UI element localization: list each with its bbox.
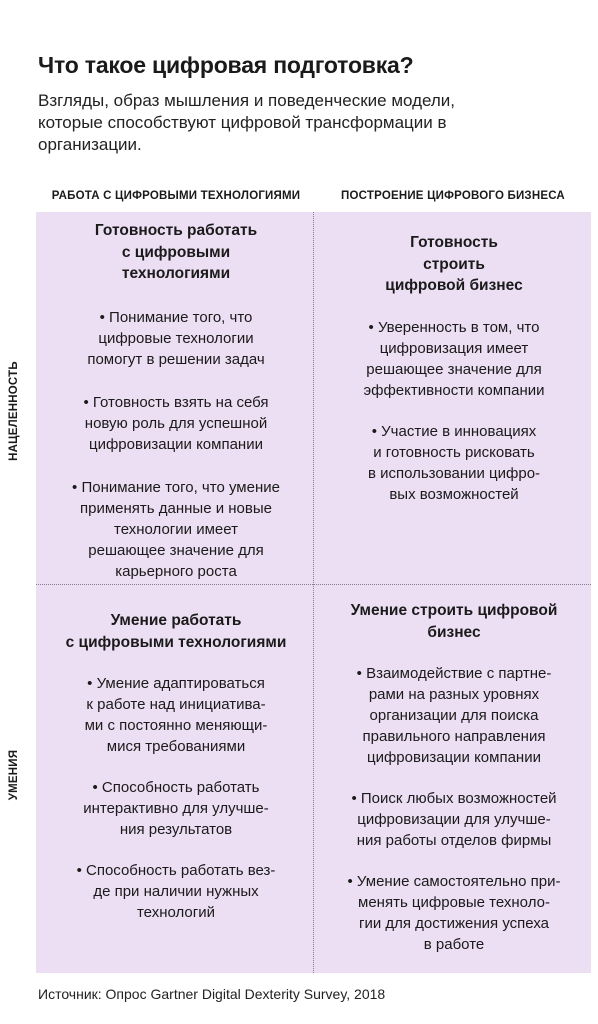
list-item: • Понимание того, что умение применять данные и новые технологии имеет решающее значение для карьерного роста [46, 477, 306, 582]
list-item: • Поиск любых возможностей цифровизации для улучше- ния работы отделов фирмы [326, 788, 582, 851]
page-subtitle: Взгляды, образ мышления и поведенческие модели, которые способствуют цифровой трансформации в организации. [38, 91, 456, 154]
cell-heading: Умение работать с цифровыми технологиями [65, 612, 287, 651]
cell-mindset-digital-business [326, 232, 582, 525]
column-header-digital-business: ПОСТРОЕНИЕ ЦИФРОВОГО БИЗНЕСА [341, 190, 565, 202]
list-item: • Способность работать вез- де при наличии нужных технологий [46, 860, 306, 923]
list-item: • Участие в инновациях и готовность рисковать в использовании цифро- вых возможностей [326, 421, 582, 505]
list-item: • Умение адаптироваться к работе над инициатива- ми с постоянно меняющи- мися требованиями [46, 673, 306, 757]
column-header-digital-tech: РАБОТА С ЦИФРОВЫМИ ТЕХНОЛОГИЯМИ [51, 190, 301, 202]
cell-skills-digital-tech [46, 610, 306, 943]
list-item: • Готовность взять на себя новую роль для успешной цифровизации компании [46, 392, 306, 455]
list-item: • Уверенность в том, что цифровизация имеет решающее значение для эффективности компании [326, 317, 582, 401]
list-item: • Умение самостоятельно при- менять цифровые техноло- гии для достижения успеха в работе [326, 871, 582, 955]
page-title: Что такое цифровая подготовка? [38, 52, 414, 78]
cell-heading: Готовность работать с цифровыми технологиями [94, 222, 258, 282]
source-note: Источник: Опрос Gartner Digital Dexterity Survey, 2018 [38, 986, 386, 1002]
cell-heading: Готовность строить цифровой бизнес [385, 234, 523, 294]
cell-mindset-digital-tech [46, 220, 306, 604]
cell-heading: Умение строить цифровой бизнес [350, 602, 558, 641]
list-item: • Понимание того, что цифровые технологии помогут в решении задач [46, 307, 306, 370]
cell-skills-digital-business [326, 600, 582, 975]
list-item: • Взаимодействие с партне- рами на разных уровнях организации для поиска правильного направления цифровизации компании [326, 663, 582, 768]
vertical-divider [313, 212, 314, 973]
list-item: • Способность работать интерактивно для улучше- ния результатов [46, 777, 306, 840]
row-label-mindset: НАЦЕЛЕННОСТЬ [8, 361, 20, 461]
row-label-skills: УМЕНИЯ [8, 749, 20, 801]
